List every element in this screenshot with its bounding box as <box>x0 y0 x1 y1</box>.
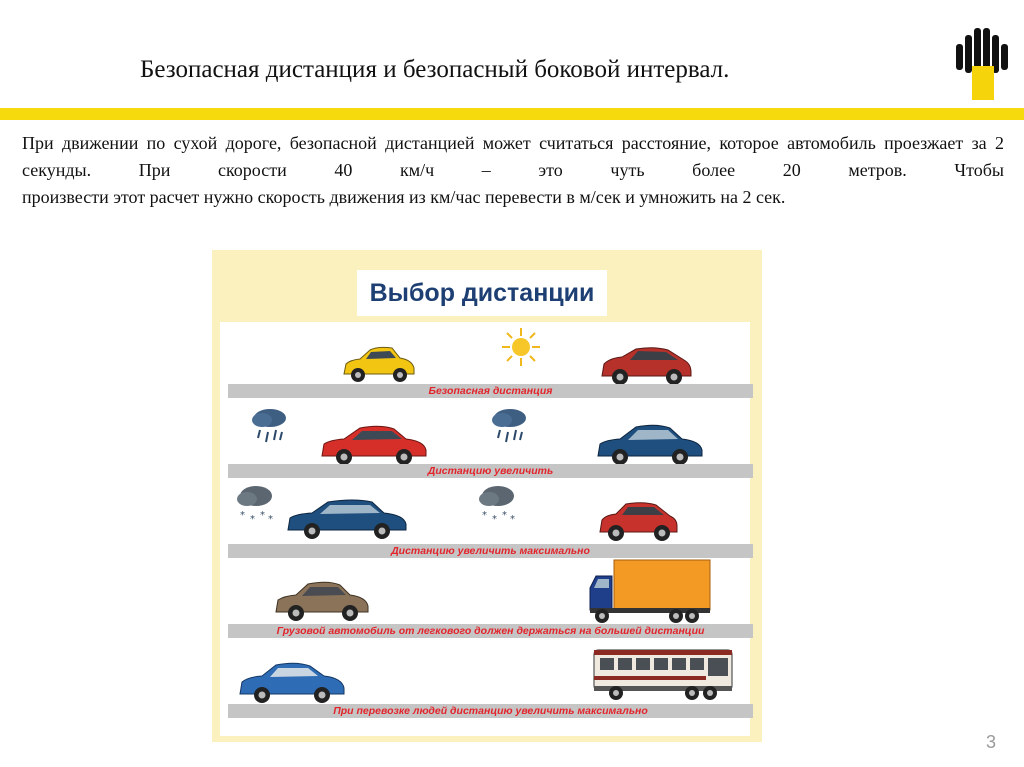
svg-text:*: * <box>510 514 515 525</box>
sun-icon <box>500 326 542 368</box>
svg-text:*: * <box>268 514 273 525</box>
road-label-4: Грузовой автомобиль от легкового должен держаться на большей дистанции <box>276 625 705 637</box>
poster-panel <box>220 322 750 736</box>
road-label-1: Безопасная дистанция <box>428 385 553 397</box>
orange-truck <box>588 558 712 626</box>
distance-poster <box>212 250 762 742</box>
blue-sedan <box>284 494 410 542</box>
svg-text:*: * <box>260 510 265 521</box>
road-band-5 <box>228 704 753 718</box>
svg-text:*: * <box>482 510 487 521</box>
road-band-2 <box>228 464 753 478</box>
snow-cloud-icon <box>234 482 278 528</box>
svg-text:*: * <box>250 514 255 525</box>
poster-title-box <box>357 270 607 316</box>
blue-sedan <box>594 420 706 466</box>
road-band-1 <box>228 384 753 398</box>
red-sedan <box>318 422 430 466</box>
svg-text:*: * <box>502 510 507 521</box>
red-hatchback <box>596 344 694 386</box>
road-band-3 <box>228 544 753 558</box>
road-label-2: Дистанцию увеличить <box>427 465 554 477</box>
rain-cloud-icon <box>488 404 532 448</box>
svg-text:*: * <box>240 510 245 521</box>
body-line-1: При движении по сухой дороге, безопасной дистанцией может считаться расстояние, которое <box>22 133 779 153</box>
title-underline <box>0 108 1024 120</box>
body-line-2: автомобиль проезжает за 2 секунды. При скорости 40 км/ч – это чуть более 20 метров. Чтобы <box>22 133 1004 180</box>
brown-sedan <box>272 578 372 622</box>
body-paragraph <box>22 130 1004 211</box>
bus <box>592 646 734 704</box>
road-label-5: При перевозке людей дистанцию увеличить максимально <box>333 705 648 717</box>
page-number: 3 <box>986 732 997 752</box>
svg-text:*: * <box>492 514 497 525</box>
body-line-3: произвести этот расчет нужно скорость движения из км/час перевести в м/сек и умножить на 2 сек. <box>22 187 786 207</box>
slide-title: Безопасная дистанция и безопасный боковой интервал. <box>140 56 730 83</box>
yellow-car <box>340 342 416 384</box>
rain-cloud-icon <box>248 404 292 448</box>
road-band-4 <box>228 624 753 638</box>
snow-cloud-icon <box>476 482 520 528</box>
poster-title: Выбор дистанции <box>369 279 595 307</box>
road-label-3: Дистанцию увеличить максимально <box>391 545 590 557</box>
blue-car <box>236 658 348 704</box>
company-logo <box>950 24 1012 100</box>
red-hatchback <box>596 498 680 542</box>
